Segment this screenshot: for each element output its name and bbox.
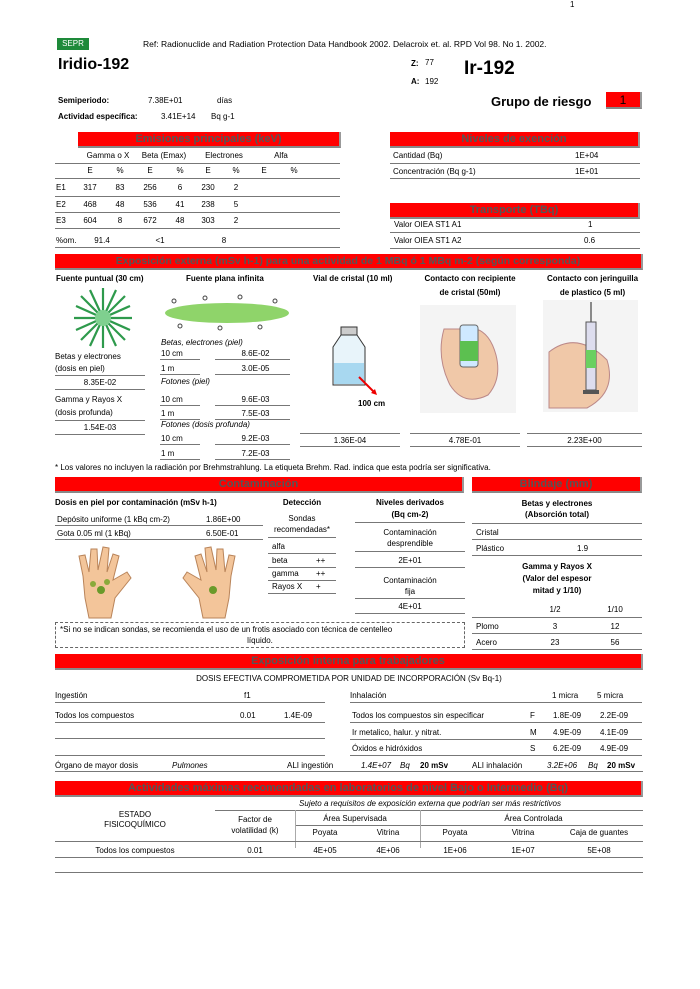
- shield-steel-half: 23: [550, 638, 560, 647]
- gamma-x-label-1: Gamma y Rayos X: [55, 395, 123, 404]
- plane-value: 9.2E-03: [241, 434, 270, 443]
- shield-lead-label: Plomo: [476, 622, 499, 631]
- emissions-sub-6: E: [261, 166, 267, 175]
- organ-label: Órgano de mayor dosis: [55, 761, 139, 770]
- shield-steel-tenth: 56: [610, 638, 620, 647]
- ext-col-vial: Vial de cristal (10 ml): [313, 274, 393, 283]
- internal-subtitle: DOSIS EFECTIVA COMPROMETIDA POR UNIDAD DE INCORPORACIÓN (Sv Bq-1): [196, 674, 502, 683]
- plane-value: 8.6E-02: [241, 349, 270, 358]
- emissions-cell: 48: [175, 216, 185, 225]
- lab-row-state: Todos los compuestos: [95, 846, 175, 855]
- external-exposure-title: Exposición externa (mSv h-1) para una actividad de 1 MBq ó 1 MBq m-2 (según corresponda): [55, 254, 643, 270]
- inhalation-compound: Óxidos e hidróxidos: [352, 744, 423, 753]
- inhalation-5micron: 4.1E-09: [600, 728, 629, 737]
- removable-contam-1: Contaminación: [383, 528, 437, 537]
- specific-activity-unit: Bq g-1: [211, 112, 235, 121]
- plane-photons-deep-heading: Fotones (dosis profunda): [161, 420, 250, 429]
- emissions-cell: 2: [233, 216, 239, 225]
- emissions-sub-2: E: [147, 166, 153, 175]
- gamma-x-label-2: (dosis profunda): [55, 408, 113, 417]
- point-source-star-icon: [68, 284, 138, 352]
- plane-distance: 1 m: [161, 364, 175, 373]
- lab-hdr-vitrina-2: Vitrina: [511, 828, 535, 837]
- ext-col-container-1: Contacto con recipiente: [424, 274, 516, 283]
- transport-a2-value: 0.6: [584, 236, 596, 245]
- lab-row-sup-vitrina: 4E+06: [376, 846, 400, 855]
- emissions-total-cell: 91.4: [94, 236, 110, 245]
- z-value: 77: [425, 58, 434, 67]
- vial-distance: 100 cm: [358, 399, 386, 408]
- detection-rating: ++: [316, 569, 326, 578]
- lab-factor-1: Factor de: [238, 815, 272, 824]
- emissions-cell: 317: [83, 183, 97, 192]
- plane-betas-heading: Betas, electrones (piel): [161, 338, 243, 347]
- emissions-col-alpha: Alfa: [274, 151, 288, 160]
- exemption-concentration-label: Concentración (Bq g-1): [393, 167, 476, 176]
- emissions-row-label: E3: [56, 216, 66, 225]
- detection-sub-1: Sondas: [288, 514, 316, 523]
- shield-gamma-title-3: mitad y 1/10): [532, 586, 582, 595]
- emissions-sub-4: E: [205, 166, 211, 175]
- betas-electrons-label-2: (dosis en piel): [55, 364, 105, 373]
- sepr-logo: SEPR: [57, 38, 89, 50]
- plane-distance: 1 m: [161, 449, 175, 458]
- removable-contam-2: desprendible: [387, 539, 433, 548]
- detection-probe: alfa: [272, 542, 285, 551]
- contaminated-hand-right-icon: [177, 546, 239, 621]
- lab-controlled-area: Área Controlada: [504, 814, 563, 823]
- specific-activity-label: Actividad específica:: [58, 112, 138, 121]
- derived-levels-title-1: Niveles derivados: [375, 498, 445, 507]
- emissions-total-cell: <1: [155, 236, 165, 245]
- inhalation-1micron: 4.9E-09: [553, 728, 582, 737]
- emissions-total-cell: 8: [221, 236, 227, 245]
- ext-col-syringe-2: de plastico (5 ml): [559, 288, 626, 297]
- lab-hdr-glovebox: Caja de guantes: [569, 828, 629, 837]
- lab-hdr-poyata-1: Poyata: [312, 828, 338, 837]
- lab-supervised-area: Área Supervisada: [323, 814, 387, 823]
- ext-col-plane-source: Fuente plana infinita: [186, 274, 264, 283]
- emissions-row-label: E2: [56, 200, 66, 209]
- deposit-label: Depósito uniforme (1 kBq cm-2): [57, 515, 170, 524]
- derived-levels-title-2: (Bq cm-2): [391, 510, 429, 519]
- emissions-sub-0: E: [87, 166, 93, 175]
- half-life-label: Semiperiodo:: [58, 96, 110, 105]
- lab-state-2: FISICOQUÍMICO: [104, 820, 166, 829]
- exemption-title: Niveles de exención: [390, 132, 640, 148]
- emissions-cell: 303: [201, 216, 215, 225]
- detection-rating: ++: [316, 556, 326, 565]
- inhalation-1micron: 1.8E-09: [553, 711, 582, 720]
- inh-col-1micron: 1 micra: [552, 691, 579, 700]
- detection-title: Detección: [282, 498, 322, 507]
- detection-rating: +: [316, 582, 321, 591]
- transport-a2-label: Valor OIEA ST1 A2: [394, 236, 462, 245]
- lab-row-ctl-vitrina: 1E+07: [511, 846, 535, 855]
- vial-icon: [327, 325, 387, 400]
- inhalation-class: S: [530, 744, 536, 753]
- inhalation-5micron: 4.9E-09: [600, 744, 629, 753]
- emissions-cell: 256: [143, 183, 157, 192]
- shield-gamma-title-1: Gamma y Rayos X: [522, 562, 592, 571]
- shield-col-tenth: 1/10: [607, 605, 623, 614]
- organ-value: Pulmones: [172, 761, 208, 770]
- a-value: 192: [425, 77, 439, 86]
- shield-steel-label: Acero: [476, 638, 497, 647]
- emissions-cell: 536: [143, 200, 157, 209]
- fixed-contam-2: fija: [404, 587, 416, 596]
- fixed-contam-value: 4E+01: [398, 602, 422, 611]
- shield-plastic-value: 1.9: [577, 544, 589, 553]
- ali-inhalation-label: ALI inhalación: [472, 761, 523, 770]
- lab-row-glovebox: 5E+08: [587, 846, 611, 855]
- half-life-value: 7.38E+01: [148, 96, 183, 105]
- inhalation-compound: Ir metalico, halur. y nitrat.: [352, 728, 442, 737]
- inhalation-5micron: 2.2E-09: [600, 711, 629, 720]
- lab-subject-note: Sujeto a requisitos de exposición externa que podrían ser más restrictivos: [299, 799, 561, 808]
- shield-gamma-title-2: (Valor del espesor: [522, 574, 592, 583]
- nuclide-name: Iridio-192: [58, 56, 130, 73]
- shield-col-half: 1/2: [549, 605, 561, 614]
- brehmstrahlung-note: * Los valores no incluyen la radiación por Brehmstrahlung. La etiqueta Brehm. Rad. indica que esta podría ser significativa.: [55, 463, 491, 472]
- ali-inhalation-msv: 20 mSv: [607, 761, 636, 770]
- plane-value: 3.0E-05: [241, 364, 270, 373]
- z-label: Z:: [411, 59, 419, 68]
- fixed-contam-1: Contaminación: [383, 576, 437, 585]
- ingestion-row-dose: 1.4E-09: [284, 711, 313, 720]
- transport-a1-label: Valor OIEA ST1 A1: [394, 220, 462, 229]
- point-source-betas-value: 8.35E-02: [83, 378, 117, 387]
- risk-group-label: Grupo de riesgo: [491, 94, 592, 109]
- exemption-quantity-value: 1E+04: [575, 151, 599, 160]
- syringe-icon: [543, 300, 638, 412]
- emissions-cell: 604: [83, 216, 97, 225]
- removable-contam-value: 2E+01: [398, 556, 422, 565]
- emissions-col-electrons: Electrones: [205, 151, 243, 160]
- plane-value: 9.6E-03: [241, 395, 270, 404]
- emissions-col-gamma: Gamma o X: [86, 151, 130, 160]
- detection-probe: Rayos X: [272, 582, 303, 591]
- point-source-gamma-value: 1.54E-03: [83, 423, 117, 432]
- lab-state-1: ESTADO: [118, 810, 152, 819]
- emissions-cell: 238: [201, 200, 215, 209]
- nuclide-symbol: Ir-192: [464, 58, 515, 79]
- lab-factor-2: volatilidad (k): [231, 826, 279, 835]
- emissions-cell: 6: [177, 183, 183, 192]
- inhalation-class: F: [530, 711, 535, 720]
- emissions-cell: 5: [233, 200, 239, 209]
- deposit-value: 1.86E+00: [206, 515, 241, 524]
- lab-activities-title: Actividades máximas recomendadas en laboratorios de nivel Bajo o Intermedio (Bq): [55, 781, 643, 797]
- ali-ingestion-label: ALI ingestión: [287, 761, 334, 770]
- lab-row-ctl-poyata: 1E+06: [443, 846, 467, 855]
- emissions-cell: 2: [233, 183, 239, 192]
- ext-col-container-2: de cristal (50ml): [439, 288, 501, 297]
- plane-value: 7.2E-03: [241, 449, 270, 458]
- ext-col-syringe-1: Contacto con jeringuilla: [546, 274, 639, 283]
- ali-ingestion-value: 1.4E+07: [361, 761, 392, 770]
- specific-activity-value: 3.41E+14: [161, 112, 196, 121]
- inhalation-compound: Todos los compuestos sin especificar: [352, 711, 485, 720]
- plane-source-icon: [160, 293, 295, 333]
- emissions-col-beta: Beta (Emax): [141, 151, 187, 160]
- lab-hdr-vitrina-1: Vitrina: [376, 828, 400, 837]
- detection-probe: beta: [272, 556, 288, 565]
- plane-value: 7.5E-03: [241, 409, 270, 418]
- shield-glass-value: 1: [570, 0, 575, 9]
- emissions-title: Emisiones principales (keV): [78, 132, 341, 148]
- ingestion-label: Ingestión: [55, 691, 88, 700]
- detection-probe: gamma: [272, 569, 299, 578]
- half-life-unit: días: [217, 96, 233, 105]
- emissions-sub-5: %: [232, 166, 240, 175]
- ext-col-point-source: Fuente puntual (30 cm): [56, 274, 144, 283]
- internal-exposure-title: Exposición interna para trabajadores: [55, 654, 643, 670]
- lab-row-factor: 0.01: [247, 846, 263, 855]
- emissions-cell: 83: [115, 183, 125, 192]
- emissions-row-label: E1: [56, 183, 66, 192]
- lab-hdr-poyata-2: Poyata: [442, 828, 468, 837]
- emissions-cell: 468: [83, 200, 97, 209]
- shield-lead-half: 3: [552, 622, 558, 631]
- emissions-cell: 230: [201, 183, 215, 192]
- plane-distance: 10 cm: [161, 434, 183, 443]
- inh-col-5micron: 5 micra: [597, 691, 624, 700]
- betas-electrons-label-1: Betas y electrones: [55, 352, 121, 361]
- inhalation-class: M: [530, 728, 537, 737]
- a-label: A:: [411, 77, 420, 86]
- shield-glass-label: Cristal: [476, 528, 499, 537]
- syringe-value: 2.23E+00: [567, 436, 602, 445]
- transport-title: Transporte (TBq): [390, 203, 640, 219]
- detection-sub-2: recomendadas*: [273, 525, 331, 534]
- skin-dose-title: Dosis en piel por contaminación (mSv h-1): [55, 498, 217, 507]
- lab-row-sup-poyata: 4E+05: [313, 846, 337, 855]
- plane-distance: 10 cm: [161, 395, 183, 404]
- drop-label: Gota 0.05 ml (1 kBq): [57, 529, 131, 538]
- emissions-sub-3: %: [176, 166, 184, 175]
- shielding-title: Blindaje (mm): [472, 477, 642, 493]
- emissions-cell: 8: [117, 216, 123, 225]
- contamination-title: Contaminación: [55, 477, 464, 493]
- container-value: 4.78E-01: [448, 436, 482, 445]
- drop-value: 6.50E-01: [206, 529, 239, 538]
- ingestion-row-f1: 0.01: [240, 711, 256, 720]
- ali-ingestion-msv: 20 mSv: [420, 761, 449, 770]
- contaminated-hand-left-icon: [75, 546, 137, 621]
- exemption-concentration-value: 1E+01: [575, 167, 599, 176]
- ingestion-row-label: Todos los compuestos: [55, 711, 135, 720]
- shield-lead-tenth: 12: [610, 622, 620, 631]
- ali-inhalation-value: 3.2E+06: [547, 761, 578, 770]
- emissions-cell: 41: [175, 200, 185, 209]
- ali-inhalation-bq: Bq: [588, 761, 598, 770]
- shield-plastic-label: Plástico: [476, 544, 505, 553]
- transport-a1-value: 1: [588, 220, 593, 229]
- exemption-quantity-label: Cantidad (Bq): [393, 151, 443, 160]
- plane-distance: 1 m: [161, 409, 175, 418]
- reference: Ref: Radionuclide and Radiation Protection Data Handbook 2002. Delacroix et. al. RPD Vol 98. No 1. 2002.: [143, 39, 547, 49]
- emissions-cell: 672: [143, 216, 157, 225]
- plane-photons-skin-heading: Fotones (piel): [161, 377, 210, 386]
- plane-distance: 10 cm: [161, 349, 183, 358]
- f1-label: f1: [244, 691, 251, 700]
- shield-betas-title-1: Betas y electrones: [521, 499, 593, 508]
- detection-note-1: *Si no se indican sondas, se recomienda el uso de un frotis asociado con técnica de centelleo: [60, 625, 393, 634]
- risk-group-value: 1: [606, 92, 642, 109]
- emissions-cell: 48: [115, 200, 125, 209]
- emissions-sub-1: %: [116, 166, 124, 175]
- inhalation-1micron: 6.2E-09: [553, 744, 582, 753]
- inhalation-label: Inhalación: [350, 691, 387, 700]
- emissions-sub-7: %: [290, 166, 298, 175]
- emissions-total-label: %om.: [56, 236, 77, 245]
- hand-container-icon: [420, 305, 516, 413]
- detection-note-2: líquido.: [247, 636, 273, 645]
- vial-value: 1.36E-04: [333, 436, 367, 445]
- shield-betas-title-2: (Absorción total): [525, 510, 589, 519]
- ali-ingestion-bq: Bq: [400, 761, 410, 770]
